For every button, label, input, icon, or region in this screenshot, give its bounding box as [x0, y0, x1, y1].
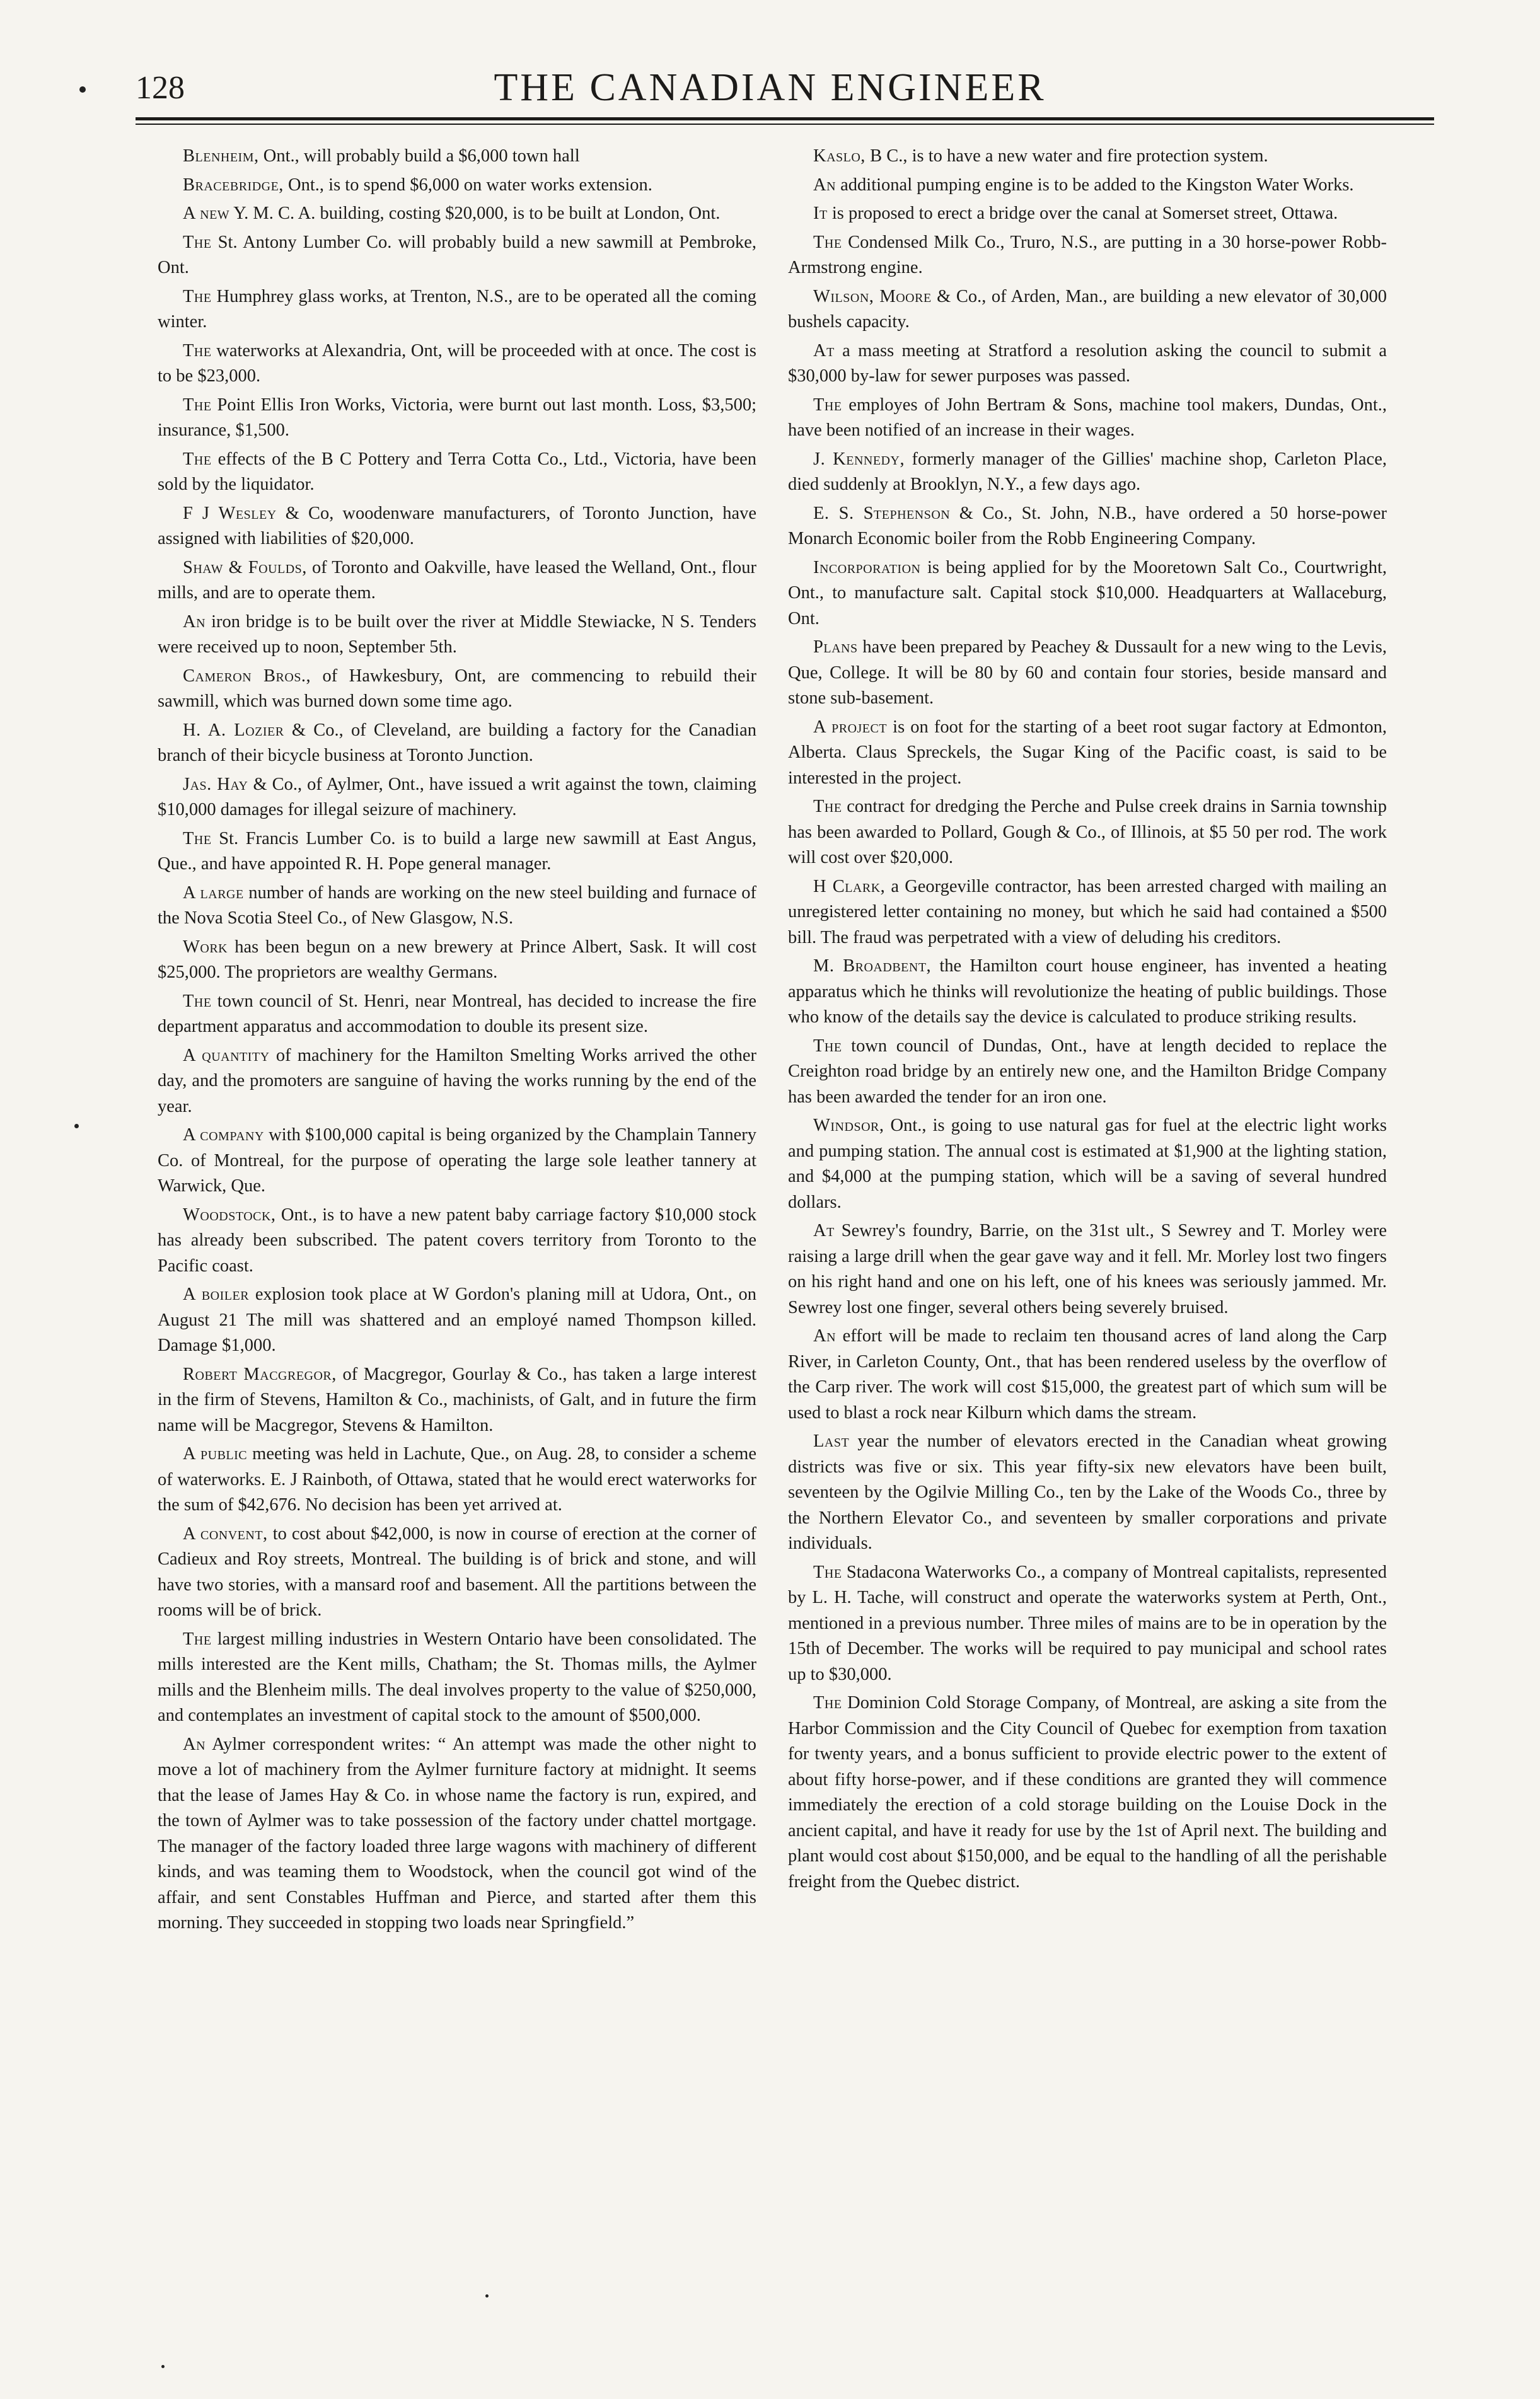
news-item-lead: The	[183, 991, 212, 1011]
news-item	[158, 201, 756, 227]
news-item-text: a mass meeting at Stratford a resolution asking the council to submit a $30,000 by-law for sewer purposes was passed.	[788, 340, 1387, 386]
news-item-text: largest milling industries in Western Ontario have been consolidated. The mills interested are the Kent mills, Chatham; the St. Thomas mills, the Aylmer mills and the Blenheim mills. The deal involves property to the value of $250,000, and contemplates an investment of capital stock to the amount of $500,000.	[158, 1629, 756, 1725]
news-item-lead: The	[813, 1693, 842, 1713]
news-item	[158, 447, 756, 498]
news-item-text: is proposed to erect a bridge over the canal at Somerset street, Ottawa.	[827, 204, 1338, 223]
news-item-text: Sewrey's foundry, Barrie, on the 31st ult., S Sewrey and T. Morley were raising a large drill when the gear gave way and it fell. Mr. Morley lost two fingers on his right hand and one on his left, one of his knees was seriously jammed. Mr. Sewrey lost one finger, several others being severely bruised.	[788, 1221, 1387, 1317]
news-item	[158, 772, 756, 823]
news-item	[158, 338, 756, 390]
news-item	[788, 338, 1387, 390]
news-item	[788, 555, 1387, 632]
news-item-text: of Hawkesbury, Ont, are commencing to rebuild their sawmill, which was burned down some time ago.	[158, 666, 756, 711]
news-item-lead: An	[813, 1326, 837, 1346]
news-item	[158, 664, 756, 715]
news-item-lead: Last	[813, 1431, 850, 1451]
news-item-text: Dominion Cold Storage Company, of Montreal, are asking a site from the Harbor Commission and the City Council of Quebec for exemption from taxation for twenty years, and a bonus sufficient to provide electric power to the extent of about fifty horse-power, and if these conditions are granted they will commence immediately the erection of a cold storage building on the Louise Dock in the ancient capital, and have it ready for use by the 1st of April next. The building and plant would cost about $150,000, and be equal to the handling of all the perishable freight from the Quebec district.	[788, 1693, 1387, 1892]
news-item	[158, 1203, 756, 1280]
news-item	[788, 635, 1387, 712]
news-item-lead: The	[813, 1562, 842, 1582]
news-item-lead: M. Broadbent,	[813, 956, 932, 976]
news-item	[788, 1560, 1387, 1688]
news-item-lead: Jas. Hay	[183, 774, 248, 794]
news-item-lead: Work	[183, 937, 228, 957]
news-item-text: year the number of elevators erected in the Canadian wheat growing districts was five or six. This year fifty-six new elevators have been built, seventeen by the Ogilvie Milling Co., ten by the Lake of the Woods Co., three by the Northern Elevator Co., and seventeen by smaller corporations and private individuals.	[788, 1431, 1387, 1553]
news-item	[788, 393, 1387, 444]
news-item-text: town council of St. Henri, near Montreal, has decided to increase the fire department apparatus and accommodation to double its present size.	[158, 991, 756, 1036]
news-item-text: Ont., is to spend $6,000 on water works extension.	[283, 175, 652, 195]
news-item-lead: Incorporation	[813, 557, 921, 577]
news-item	[158, 173, 756, 199]
news-item-text: B C., is to have a new water and fire protection system.	[865, 146, 1268, 166]
news-item	[158, 1282, 756, 1359]
news-item	[158, 1522, 756, 1624]
journal-title: THE CANADIAN ENGINEER	[494, 66, 1046, 109]
news-item	[788, 144, 1387, 170]
news-item-lead: A boiler	[183, 1285, 250, 1304]
news-item-text: Ont., is to have a new patent baby carriage factory $10,000 stock has already been subscribed. The patent covers territory from Toronto to the Pacific coast.	[158, 1205, 756, 1276]
news-item-text: Y. M. C. A. building, costing $20,000, is to be built at London, Ont.	[229, 204, 721, 223]
news-item	[788, 230, 1387, 281]
news-item	[158, 1043, 756, 1120]
news-item-lead: The	[183, 340, 212, 361]
news-item	[788, 715, 1387, 792]
news-item-lead: Blenheim,	[183, 146, 259, 166]
news-item-lead: Bracebridge,	[183, 175, 284, 195]
news-item-text: of Toronto and Oakville, have leased the Welland, Ont., flour mills, and are to operate them.	[158, 557, 756, 603]
news-item-text: explosion took place at W Gordon's planing mill at Udora, Ont., on August 21 The mill was shattered and an employé named Thompson killed. Damage $1,000.	[158, 1285, 756, 1355]
margin-mark	[485, 2294, 489, 2298]
news-item-lead: A company	[183, 1125, 264, 1145]
news-item-lead: F J Wesley	[183, 503, 277, 523]
news-item-lead: Shaw & Foulds,	[183, 557, 307, 577]
news-item-text: Point Ellis Iron Works, Victoria, were burnt out last month. Loss, $3,500; insurance, $1,500.	[158, 395, 756, 440]
news-item	[158, 989, 756, 1040]
news-item-lead: The	[183, 1629, 212, 1649]
news-item-text: meeting was held in Lachute, Que., on Aug. 28, to consider a scheme of waterworks. E. J Rainboth, of Ottawa, stated that he would erect waterworks for the sum of $42,676. No decision has been yet arrived at.	[158, 1444, 756, 1515]
news-item	[158, 826, 756, 877]
news-item-text: St. Francis Lumber Co. is to build a large new sawmill at East Angus, Que., and have appointed R. H. Pope general manager.	[158, 828, 756, 874]
news-item	[788, 447, 1387, 498]
news-item-lead: At	[813, 1221, 835, 1240]
news-item	[158, 935, 756, 986]
news-item-text: of Macgregor, Gourlay & Co., has taken a large interest in the firm of Stevens, Hamilton & Co., machinists, of Galt, and in future the firm name will be Macgregor, Stevens & Hamilton.	[158, 1364, 756, 1435]
news-item-text: number of hands are working on the new steel building and furnace of the Nova Scotia Steel Co., of New Glasgow, N.S.	[158, 882, 756, 928]
news-item-text: & Co, woodenware manufacturers, of Toronto Junction, have assigned with liabilities of $20,000.	[158, 503, 756, 548]
news-item-text: waterworks at Alexandria, Ont, will be proceeded with at once. The cost is to be $23,000.	[158, 340, 756, 386]
news-item-text: effects of the B C Pottery and Terra Cotta Co., Ltd., Victoria, have been sold by the liquidator.	[158, 449, 756, 494]
news-item	[158, 610, 756, 661]
news-item	[158, 393, 756, 444]
news-item-lead: A quantity	[183, 1045, 270, 1065]
news-item	[788, 1691, 1387, 1895]
news-item-lead: Cameron Bros.,	[183, 666, 311, 686]
news-item-lead: An	[813, 175, 837, 195]
news-item	[158, 501, 756, 552]
news-item-lead: A convent,	[183, 1523, 268, 1544]
header-rule-thin	[136, 124, 1434, 125]
news-item	[788, 1324, 1387, 1426]
news-item-lead: A public	[183, 1444, 248, 1464]
news-item-lead: The	[183, 828, 212, 848]
news-item-text: to cost about $42,000, is now in course of erection at the corner of Cadieux and Roy streets, Montreal. The building is of brick and stone, and will have two stories, with a mansard roof and basement. All the partitions between the rooms will be of brick.	[158, 1523, 756, 1620]
news-item-text: Condensed Milk Co., Truro, N.S., are putting in a 30 horse-power Robb-Armstrong engine.	[788, 232, 1387, 277]
left-column	[158, 144, 756, 2192]
news-item-text: town council of Dundas, Ont., have at length decided to replace the Creighton road bridge by an entirely new one, and the Hamilton Bridge Company has been awarded the tender for an iron one.	[788, 1036, 1387, 1107]
news-item-lead: A project	[813, 717, 888, 737]
news-item-lead: E. S. Stephenson	[813, 503, 951, 523]
news-item-text: Aylmer correspondent writes: “ An attempt was made the other night to move a lot of machinery from the Aylmer furniture factory at midnight. It seems that the lease of James Hay & Co. in whose name the factory is run, expired, and the town of Aylmer was to take possession of the factory under chattel mortgage. The manager of the factory loaded three large wagons with machinery of different kinds, and was teaming them to Woodstock, when the council got wind of the affair, and sent Constables Huffman and Pierce, and started after them this morning. They succeeded in stopping two loads near Springfield.”	[158, 1734, 756, 1933]
news-item-text: Ont., is going to use natural gas for fuel at the electric light works and pumping station. The annual cost is estimated at $1,900 at the lighting station, and $4,000 at the pumping station, which will be a saving of several hundred dollars.	[788, 1116, 1387, 1212]
news-item-text: the Hamilton court house engineer, has invented a heating apparatus which he thinks will revolutionize the heating of public buildings. Those who know of the details say the device is calculated to produce striking results.	[788, 956, 1387, 1027]
news-item-text: with $100,000 capital is being organized by the Champlain Tannery Co. of Montreal, for the purpose of operating the large sole leather tannery at Warwick, Que.	[158, 1125, 756, 1196]
news-item	[158, 555, 756, 606]
news-item-text: Humphrey glass works, at Trenton, N.S., are to be operated all the coming winter.	[158, 286, 756, 332]
news-item-lead: The	[813, 797, 842, 816]
news-item	[788, 1113, 1387, 1215]
news-item	[158, 1732, 756, 1936]
news-item-text: & Co., of Aylmer, Ont., have issued a writ against the town, claiming $10,000 damages for illegal seizure of machinery.	[158, 774, 756, 819]
news-item-lead: A new	[183, 204, 230, 223]
news-item-lead: Plans	[813, 637, 858, 657]
news-item-lead: H. A. Lozier	[183, 720, 284, 740]
news-item-text: additional pumping engine is to be added to the Kingston Water Works.	[836, 175, 1354, 195]
news-item-text: Stadacona Waterworks Co., a company of Montreal capitalists, represented by L. H. Tache, will construct and operate the waterworks system at Perth, Ont., mentioned in a previous number. Three miles of mains are to be in operation by the 15th of December. The works will be required to pay municipal and school rates up to $30,000.	[788, 1562, 1387, 1684]
news-item-lead: Windsor,	[813, 1116, 884, 1135]
news-item	[158, 1442, 756, 1518]
news-item-text: contract for dredging the Perche and Pulse creek drains in Sarnia township has been awarded to Pollard, Gough & Co., of Illinois, at $5 50 per rod. The work will cost over $20,000.	[788, 797, 1387, 867]
news-item	[158, 718, 756, 769]
header-rule	[136, 117, 1434, 120]
margin-mark	[161, 2365, 165, 2368]
news-item	[788, 874, 1387, 951]
news-item	[788, 954, 1387, 1031]
news-item	[788, 501, 1387, 552]
news-item-lead: An	[183, 1734, 206, 1754]
news-item-text: & Co., of Arden, Man., are building a new elevator of 30,000 bushels capacity.	[788, 286, 1387, 332]
news-item-lead: The	[183, 449, 212, 469]
news-item-lead: The	[813, 395, 842, 415]
news-item-text: has been begun on a new brewery at Prince Albert, Sask. It will cost $25,000. The proprietors are wealthy Germans.	[158, 937, 756, 982]
news-item	[158, 1123, 756, 1200]
news-item	[158, 881, 756, 932]
news-item-lead: The	[813, 1036, 842, 1056]
news-item	[788, 1034, 1387, 1111]
news-item	[788, 1218, 1387, 1321]
news-item	[788, 284, 1387, 335]
news-item-text: is being applied for by the Mooretown Salt Co., Courtwright, Ont., to manufacture salt. Capital stock $10,000. Headquarters at Wallaceburg, Ont.	[788, 557, 1387, 628]
right-column	[788, 144, 1387, 2192]
news-item-text: Ont., will probably build a $6,000 town hall	[258, 146, 580, 166]
news-item-lead: The	[183, 232, 212, 252]
news-item-text: a Georgeville contractor, has been arrested charged with mailing an unregistered letter containing no money, but which he said had contained a $500 bill. The fraud was perpetrated with a view of deluding his creditors.	[788, 876, 1387, 947]
news-item-lead: Woodstock,	[183, 1205, 276, 1225]
news-item-lead: The	[813, 232, 842, 252]
news-item-lead: A large	[183, 882, 244, 903]
news-item	[788, 173, 1387, 199]
news-item-text: St. Antony Lumber Co. will probably build a new sawmill at Pembroke, Ont.	[158, 232, 756, 277]
news-item-lead: The	[183, 395, 212, 415]
news-item-lead: At	[813, 340, 835, 361]
news-item	[158, 1362, 756, 1439]
news-item-lead: H Clark,	[813, 876, 886, 896]
news-item-lead: J. Kennedy,	[813, 449, 905, 469]
news-item-lead: It	[813, 204, 828, 223]
news-item-lead: The	[183, 286, 212, 306]
news-item	[158, 230, 756, 281]
news-item	[788, 1429, 1387, 1557]
news-item-text: employes of John Bertram & Sons, machine tool makers, Dundas, Ont., have been notified of an increase in their wages.	[788, 395, 1387, 440]
news-item-lead: Robert Macgregor,	[183, 1364, 337, 1384]
news-item-text: iron bridge is to be built over the river at Middle Stewiacke, N S. Tenders were received up to noon, September 5th.	[158, 611, 756, 657]
news-item-lead: Kaslo,	[813, 146, 866, 166]
page-number: 128	[136, 70, 185, 106]
news-item-text: effort will be made to reclaim ten thousand acres of land along the Carp River, in Carleton County, Ont., that has been rendered useless by the overflow of the Carp river. The work will cost $15,000, the greatest part of which sum will be used to blast a rock near Kilburn which dams the stream.	[788, 1326, 1387, 1423]
news-item-text: is on foot for the starting of a beet root sugar factory at Edmonton, Alberta. Claus Spreckels, the Sugar King of the Pacific coast, is said to be interested in the project.	[788, 717, 1387, 788]
news-item-text: & Co., St. John, N.B., have ordered a 50 horse-power Monarch Economic boiler from the Robb Engineering Company.	[788, 503, 1387, 548]
news-item	[158, 144, 756, 170]
news-item	[158, 1627, 756, 1729]
news-item-text: & Co., of Cleveland, are building a factory for the Canadian branch of their bicycle business at Toronto Junction.	[158, 720, 756, 765]
news-item-lead: An	[183, 611, 206, 632]
news-item-text: formerly manager of the Gillies' machine shop, Carleton Place, died suddenly at Brooklyn, N.Y., a few days ago.	[788, 449, 1387, 494]
news-item-text: have been prepared by Peachey & Dussault for a new wing to the Levis, Que, College. It will be 80 by 60 and contain four stories, beside mansard and stone sub-basement.	[788, 637, 1387, 708]
news-item	[788, 794, 1387, 871]
news-item-text: of machinery for the Hamilton Smelting Works arrived the other day, and the promoters are sanguine of having the works running by the end of the year.	[158, 1045, 756, 1116]
news-item	[788, 201, 1387, 227]
news-item	[158, 284, 756, 335]
news-item-lead: Wilson, Moore	[813, 286, 932, 306]
margin-mark	[74, 1124, 79, 1128]
